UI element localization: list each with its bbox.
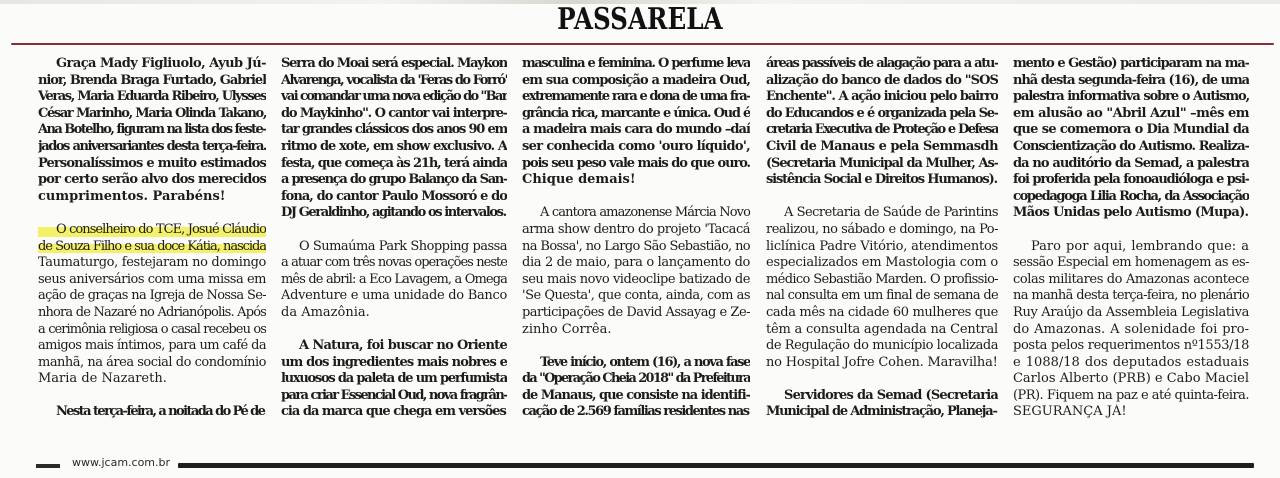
text-line: para criar Essencial Oud, nova fragrân- xyxy=(281,387,507,403)
text-line: cumprimentos. Parabéns! xyxy=(38,188,226,204)
footer-rule xyxy=(178,463,1254,468)
text-line: A Secretaria de Saúde de Parintins xyxy=(784,205,998,221)
text-line: palestra informativa sobre o Autismo, xyxy=(1013,89,1249,105)
article-paragraph xyxy=(1013,239,1249,422)
column-1 xyxy=(38,56,266,421)
text-line: Adventure e uma unidade do Banco xyxy=(281,288,507,304)
text-line: Taumaturgo, festejaram no domingo xyxy=(38,255,266,271)
column-3 xyxy=(522,56,750,421)
text-line: médico Sebastião Marden. O profissio- xyxy=(766,271,998,287)
article-paragraph xyxy=(522,355,750,421)
text-line: nal consulta em um final de semana de xyxy=(766,288,998,304)
text-line: Teve início, ontem (16), a nova fase xyxy=(540,354,750,370)
text-line: Servidores da Semad (Secretaria xyxy=(784,387,998,403)
text-line: na manhã desta terça-feira, no plenário xyxy=(1013,288,1249,304)
text-line: Ana Botelho, figuram na lista dos feste- xyxy=(38,122,266,138)
text-line: da Amazônia. xyxy=(281,304,370,320)
text-line: seu mais novo videoclipe batizado de xyxy=(522,271,750,287)
article-columns xyxy=(0,56,1280,436)
text-line: do Educandos e é organizada pela Se- xyxy=(766,105,998,121)
text-line: de Regulação do município localizada xyxy=(766,338,998,354)
text-line: zinho Corrêa. xyxy=(522,321,612,337)
article-paragraph xyxy=(281,56,507,222)
text-line: A cantora amazonense Márcia Novo xyxy=(540,205,750,221)
text-line: arma show dentro do projeto 'Tacacá xyxy=(522,221,750,237)
text-line: (Secretaria Municipal da Mulher, As- xyxy=(766,155,998,171)
text-line: dia 2 de maio, para o lançamento do xyxy=(522,255,750,271)
text-line: cretaria Executiva de Proteção e Defesa xyxy=(766,122,998,138)
column-5 xyxy=(1013,56,1249,421)
paragraph-gap xyxy=(522,338,750,355)
text-line: tar grandes clássicos dos anos 90 em xyxy=(281,122,507,138)
text-line: luxuosos da paleta de um perfumista xyxy=(281,371,507,387)
text-line: e 1088/18 dos deputados estaduais xyxy=(1013,354,1249,370)
text-line: fona, do cantor Paulo Mossoró e do xyxy=(281,188,507,204)
footer-url-link[interactable]: www.jcam.com.br xyxy=(72,456,171,469)
text-line: Serra do Moai será especial. Maykon xyxy=(281,56,507,71)
paragraph-gap xyxy=(766,371,998,388)
text-line: nhora de Nazaré no Adrianópolis. Após xyxy=(38,304,266,320)
text-line: especializados em Mastologia com o xyxy=(766,255,998,271)
text-line: sessão Especial em homenagem as es- xyxy=(1013,255,1249,271)
text-line: alização do banco de dados do "SOS xyxy=(766,72,998,88)
text-line: que se comemora o Dia Mundial da xyxy=(1013,122,1249,138)
text-line: cada mês na cidade 60 mulheres que xyxy=(766,304,998,320)
text-line: Enchente". A ação iniciou pelo bairro xyxy=(766,89,998,105)
text-line: O Sumaúma Park Shopping passa xyxy=(299,238,507,254)
text-line: César Marinho, Maria Olinda Takano, xyxy=(38,105,266,121)
column-2 xyxy=(281,56,507,421)
text-line: têm a consulta agendada na Central xyxy=(766,321,998,337)
text-line: Personalíssimos e muito estimados xyxy=(38,155,266,171)
text-line: um dos ingredientes mais nobres e xyxy=(281,354,507,370)
text-line: no Hospital Jofre Cohen. Maravilha! xyxy=(766,354,998,370)
text-line: áreas passíveis de alagação para a atu- xyxy=(766,56,998,71)
footer-block-mark xyxy=(36,464,60,468)
article-paragraph xyxy=(38,404,266,421)
text-line: Graça Mady Figliuolo, Ayub Jú- xyxy=(56,56,266,71)
text-line: Maria de Nazareth. xyxy=(38,371,167,387)
text-line: ação de graças na Igreja de Nossa Se- xyxy=(38,288,266,304)
article-paragraph xyxy=(38,56,266,205)
paragraph-gap xyxy=(1013,222,1249,239)
text-line: ritmo de xote, em show exclusivo. A xyxy=(281,138,507,154)
text-line: Veras, Maria Eduarda Ribeiro, Ulysses xyxy=(38,89,266,105)
text-line: participações de David Assayag e Ze- xyxy=(522,304,750,320)
highlighted-text-line: de Souza Filho e sua doce Kátia, nascida xyxy=(38,238,266,254)
column-4 xyxy=(766,56,998,421)
text-line: da "Operação Cheia 2018" da Prefeitura xyxy=(522,371,750,387)
text-line: de Manaus, que consiste na identifi- xyxy=(522,387,750,403)
text-line: vai comandar uma nova edição do "Bar xyxy=(281,89,507,105)
highlighted-text-line: O conselheiro do TCE, Josué Cláudio xyxy=(38,222,266,239)
text-line: Ruy Araújo da Assembleia Legislativa xyxy=(1013,304,1249,320)
text-line: a presença do grupo Balanço da San- xyxy=(281,172,507,188)
article-paragraph xyxy=(766,205,998,371)
text-line: DJ Geraldinho, agitando os intervalos. xyxy=(281,205,506,221)
text-line: nior, Brenda Braga Furtado, Gabriel xyxy=(38,72,266,88)
text-line: a madeira mais cara do mundo –daí xyxy=(522,122,750,138)
text-line: (PR). Fiquem na paz e até quinta-feira. xyxy=(1013,387,1249,403)
paragraph-gap xyxy=(522,189,750,206)
text-line: extremamente rara e dona de uma fra- xyxy=(522,89,750,105)
text-line: da no auditório da Semad, a palestra xyxy=(1013,155,1249,171)
masthead xyxy=(0,2,1280,38)
text-line: foi proferida pela fonoaudióloga e psi- xyxy=(1013,172,1249,188)
article-paragraph xyxy=(281,338,507,421)
paragraph-gap xyxy=(38,388,266,405)
text-line: amigos mais íntimos, para um café da xyxy=(38,338,266,354)
text-line: 'Se Questa', que conta, ainda, com as xyxy=(522,288,750,304)
text-line: jados aniversariantes desta terça-feira. xyxy=(38,138,266,154)
text-line: colas militares do Amazonas acontece xyxy=(1013,271,1249,287)
text-line: mento e Gestão) participaram na ma- xyxy=(1013,56,1249,71)
article-paragraph xyxy=(281,239,507,322)
text-line: SEGURANÇA JÁ! xyxy=(1013,404,1127,420)
text-line: Conscientização do Autismo. Realiza- xyxy=(1013,138,1249,154)
paragraph-gap xyxy=(38,205,266,222)
text-line: masculina e feminina. O perfume leva xyxy=(522,56,750,71)
text-line: copedagoga Lilia Rocha, da Associação xyxy=(1013,188,1249,204)
page-title: PASSARELA xyxy=(557,2,723,37)
page-footer xyxy=(0,455,1280,471)
text-line: Nesta terça-feira, a noitada do Pé de xyxy=(56,404,265,420)
text-line: cação de 2.569 famílias residentes nas xyxy=(522,404,749,420)
text-line: ser conhecida como 'ouro líquido', xyxy=(522,138,750,154)
text-line: pois seu peso vale mais do que ouro. xyxy=(522,155,750,171)
article-paragraph xyxy=(766,388,998,421)
text-line: Paro por aqui, lembrando que: a xyxy=(1031,238,1249,254)
text-line: festa, que começa às 21h, terá ainda xyxy=(281,155,507,171)
article-paragraph xyxy=(38,222,266,388)
text-line: manhã, na área social do condomínio xyxy=(38,354,266,370)
paragraph-gap xyxy=(281,322,507,339)
text-line: nhã desta segunda-feira (16), de uma xyxy=(1013,72,1249,88)
text-line: em alusão ao "Abril Azul" –mês em xyxy=(1013,105,1249,121)
article-paragraph xyxy=(1013,56,1249,222)
text-line: Carlos Alberto (PRB) e Cabo Maciel xyxy=(1013,371,1249,387)
text-line: cia da marca que chega em versões xyxy=(281,404,506,420)
text-line: a atuar com três novas operações neste xyxy=(281,255,507,271)
text-line: posta pelos requerimentos nº1553/18 xyxy=(1013,338,1249,354)
text-line: Mãos Unidas pelo Autismo (Mupa). xyxy=(1013,205,1249,221)
text-line: em sua composição a madeira Oud, xyxy=(522,72,750,88)
paragraph-gap xyxy=(766,189,998,206)
text-line: do Amazonas. A solenidade foi pro- xyxy=(1013,321,1249,337)
article-paragraph xyxy=(766,56,998,189)
article-paragraph xyxy=(522,56,750,189)
text-line: Municipal de Administração, Planeja- xyxy=(766,404,997,420)
text-line: A Natura, foi buscar no Oriente xyxy=(299,338,507,354)
text-line: a cerimônia religiosa o casal recebeu os xyxy=(38,321,266,337)
text-line: na Bossa', no Largo São Sebastião, no xyxy=(522,238,750,254)
paragraph-gap xyxy=(281,222,507,239)
text-line: Civil de Manaus e pela Semmasdh xyxy=(766,138,998,154)
text-line: seus aniversários com uma missa em xyxy=(38,271,266,287)
text-line: Chique demais! xyxy=(522,172,636,188)
text-line: liclínica Padre Vitório, atendimentos xyxy=(766,238,998,254)
text-line: grância rica, marcante e única. Oud é xyxy=(522,105,750,121)
text-line: realizou, no sábado e domingo, na Po- xyxy=(766,221,998,237)
article-paragraph xyxy=(522,205,750,338)
text-line: sistência Social e Direitos Humanos). xyxy=(766,172,997,188)
text-line: mês de abril: a Eco Lavagem, a Omega xyxy=(281,271,507,287)
masthead-rule xyxy=(11,43,1274,45)
text-line: por certo serão alvo dos merecidos xyxy=(38,172,266,188)
text-line: do Maykinho". O cantor vai interpre- xyxy=(281,105,507,121)
text-line: Alvarenga, vocalista da 'Feras do Forró' xyxy=(281,72,507,88)
